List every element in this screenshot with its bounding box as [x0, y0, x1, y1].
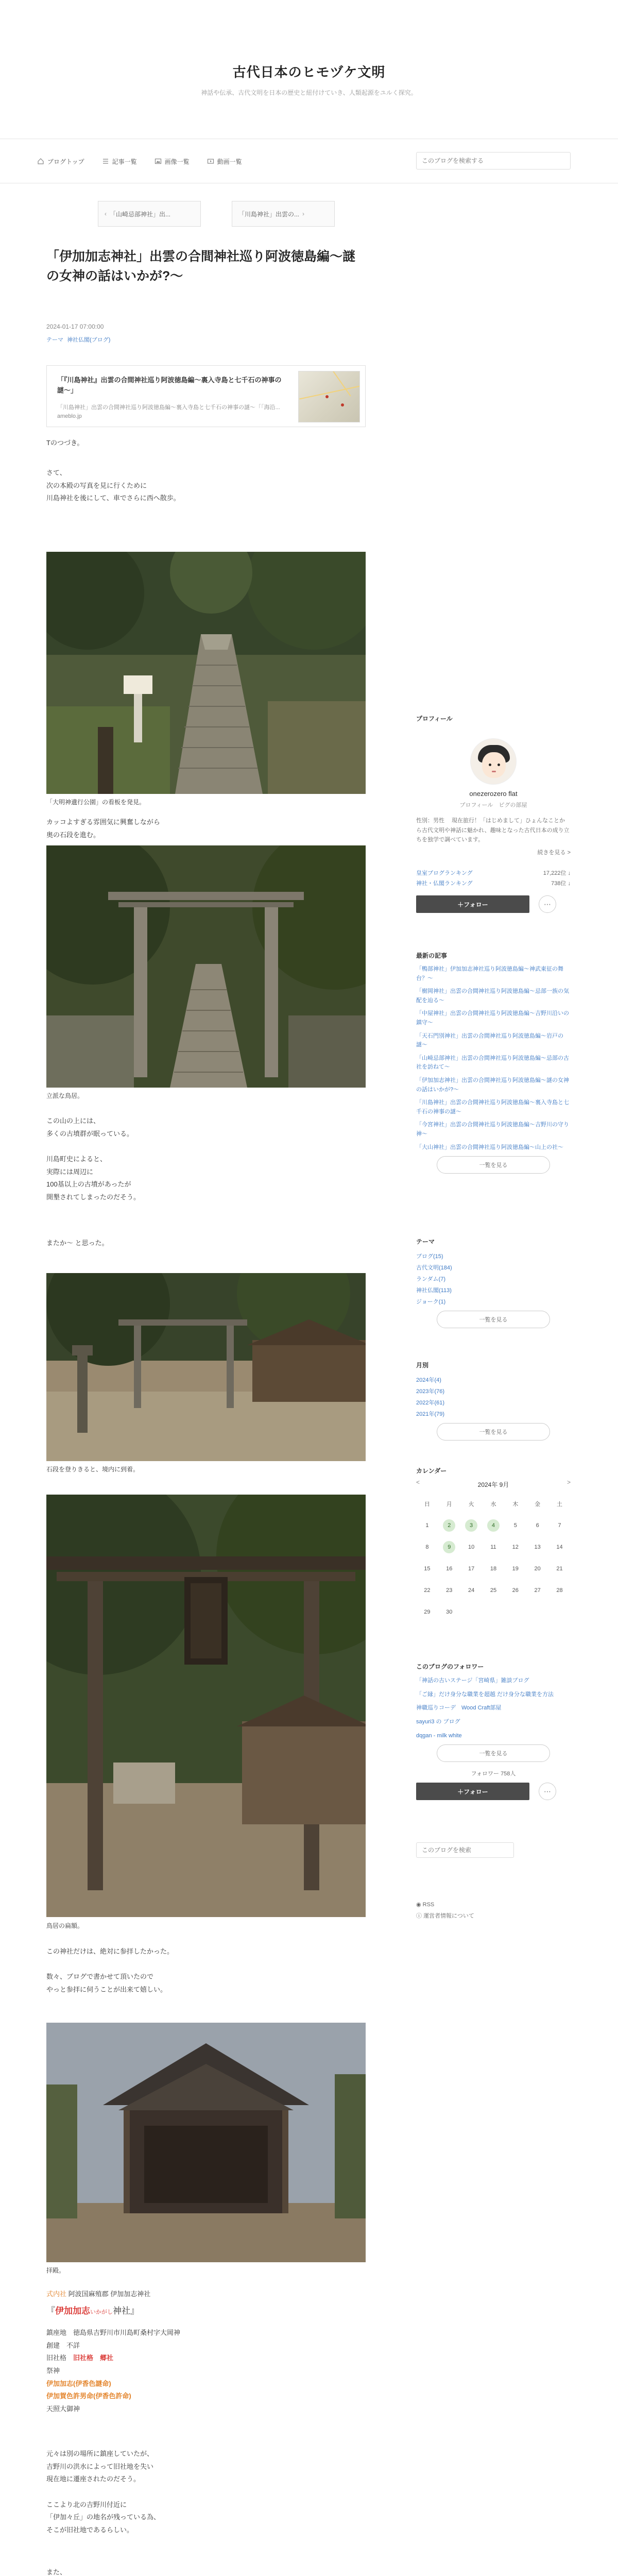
text-block	[46, 1237, 109, 1250]
theme-link[interactable]: 古代文明(184)	[416, 1265, 452, 1271]
follower-link[interactable]: sayuri3 の ブログ	[416, 1719, 460, 1725]
calendar-day	[548, 1580, 571, 1601]
recent-post-link[interactable]: 「川島神社」出雲の合間神社巡り阿波徳島編〜裏入寺島と七千石の神事の謎〜	[416, 1099, 569, 1115]
article-pager	[46, 183, 366, 227]
calendar-day-label	[509, 1605, 522, 1618]
calendar-day-label: 2	[443, 1519, 455, 1532]
avatar-eye	[497, 764, 500, 766]
follower-link[interactable]: dqgan - milk white	[416, 1732, 462, 1739]
archive-link[interactable]: 2021年(79)	[416, 1411, 445, 1417]
calendar-week	[416, 1601, 571, 1623]
photo-image	[46, 552, 366, 794]
calendar-day	[526, 1601, 548, 1623]
follow-row	[416, 895, 571, 913]
widget-heading: 月別	[416, 1362, 429, 1369]
follower-link[interactable]: 「神話の古いステージ「宮崎県」雑談ブログ	[416, 1677, 529, 1684]
paragraph: 開墾されてしまったのだそう。	[46, 1193, 141, 1201]
calendar-day	[526, 1580, 548, 1601]
report-label: 運営者情報について	[423, 1913, 474, 1919]
widget-heading: カレンダー	[416, 1467, 447, 1475]
calendar-day	[504, 1536, 526, 1558]
rss-link[interactable]	[416, 1899, 571, 1910]
calendar-day-label: 6	[536, 1522, 539, 1529]
calendar-day-label: 19	[512, 1566, 519, 1572]
embed-title[interactable]: 「『川島神社』出雲の合間神社巡り阿波徳島編〜裏入寺島と七千石の神事の謎〜」	[57, 376, 282, 394]
home-icon	[37, 158, 44, 165]
calendar-day	[504, 1558, 526, 1580]
calendar-day-label: 8	[425, 1544, 429, 1550]
calendar-day[interactable]	[460, 1515, 483, 1536]
photo-caption: 立派な鳥居。	[46, 1092, 84, 1099]
calendar-day-label: 24	[468, 1587, 475, 1594]
calendar-day-label: 11	[490, 1544, 496, 1550]
calendar-day-label: 29	[424, 1609, 431, 1615]
calendar-day	[483, 1558, 505, 1580]
deity-2: 伊加賀色許男命(伊香色許命)	[46, 2392, 131, 2400]
themes-widget	[416, 1237, 571, 1328]
theme-link[interactable]: ブログ(15)	[416, 1253, 443, 1260]
calendar-day-label: 10	[468, 1544, 475, 1550]
calendar-day[interactable]	[483, 1515, 505, 1536]
nav-article-list-label: 記事一覧	[112, 158, 137, 165]
calendar-day[interactable]	[438, 1536, 460, 1558]
paragraph: 多くの古墳群が眠っている。	[46, 1129, 134, 1138]
text-block	[46, 2566, 178, 2576]
recent-post-link[interactable]: 「天石門別神社」出雲の合間神社巡り阿波徳島編〜岩戸の謎〜	[416, 1032, 563, 1048]
photo-image	[46, 1495, 366, 1917]
calendar-day-label: 27	[534, 1587, 541, 1594]
global-nav	[0, 139, 618, 183]
calendar-day	[504, 1601, 526, 1623]
archive-link[interactable]: 2022年(61)	[416, 1400, 445, 1406]
widget-heading: テーマ	[416, 1238, 435, 1245]
text-block	[46, 467, 180, 505]
calendar-day	[526, 1558, 548, 1580]
blog-header	[0, 0, 618, 139]
text-block	[46, 437, 83, 450]
embed-map-thumbnail[interactable]	[298, 371, 360, 422]
paragraph: 祭神	[46, 2367, 60, 2375]
recent-more-button[interactable]: 一覧を見る	[437, 1156, 550, 1174]
calendar-day	[483, 1601, 505, 1623]
paragraph: 吉野川の洪水によって旧社地を失い	[46, 2462, 154, 2470]
calendar-weekday: 木	[512, 1501, 519, 1507]
calendar-table	[416, 1493, 571, 1623]
calendar-day-label: 25	[490, 1587, 497, 1594]
calendar-day-label: 23	[446, 1587, 453, 1594]
photo-stone-steps[interactable]	[46, 552, 366, 794]
paragraph	[46, 1140, 140, 1153]
photo-haiden[interactable]	[46, 2023, 366, 2262]
calendar-day-label: 5	[513, 1522, 517, 1529]
more-options-icon[interactable]: ⋯	[539, 1783, 556, 1800]
calendar-day-label	[531, 1605, 544, 1618]
text-block	[46, 1945, 174, 1996]
calendar-day-label: 20	[534, 1566, 541, 1572]
archive-more-button[interactable]: 一覧を見る	[437, 1423, 550, 1440]
map-pin-icon	[325, 395, 329, 398]
calendar-weekday: 金	[535, 1501, 541, 1507]
calendar-day	[548, 1601, 571, 1623]
calendar-widget	[416, 1466, 571, 1623]
embed-card[interactable]	[46, 365, 366, 427]
photo-caption: 石段を登りきると、境内に到着。	[46, 1466, 140, 1473]
calendar-day-label: 9	[443, 1541, 455, 1553]
ranking-row[interactable]	[416, 869, 571, 877]
calendar-day	[416, 1601, 438, 1623]
calendar-day	[438, 1558, 460, 1580]
calendar-day	[438, 1601, 460, 1623]
article-date: 2024-01-17 07:00:00	[46, 323, 104, 330]
profile-name[interactable]: onezerozero flat	[469, 790, 518, 798]
followers-widget	[416, 1662, 571, 1800]
paragraph: 創建 不詳	[46, 2341, 80, 2349]
paragraph: また、	[46, 2568, 67, 2576]
photo-caption: 「大明神遺行公園」の看板を発見。	[46, 799, 146, 806]
deity-1: 伊加加志(伊香色謎命)	[46, 2379, 111, 2387]
calendar-day-label: 1	[425, 1522, 429, 1529]
calendar-day-label: 28	[556, 1587, 563, 1594]
paragraph: 奥の石段を進む。	[46, 831, 100, 839]
paragraph: そこが旧社地であるらしい。	[46, 2526, 134, 2534]
paragraph: カッコよすぎる雰囲気に興奮しながら	[46, 818, 160, 826]
calendar-weekday: 水	[490, 1501, 496, 1507]
recent-post-link[interactable]: 「今宮神社」出雲の合間神社巡り阿波徳島編〜吉野川の守り神〜	[416, 1122, 569, 1137]
rss-label: RSS	[422, 1902, 435, 1908]
sidebar-search-input[interactable]	[416, 1842, 514, 1858]
recent-post-link[interactable]: 「鴨部神社」伊加加志神社巡り阿波徳島編〜神武東征の舞台？〜	[416, 966, 563, 981]
calendar-day-label: 13	[534, 1544, 541, 1550]
paragraph: ここより北の吉野川付近に	[46, 2500, 127, 2509]
theme-link[interactable]: ランダム(7)	[416, 1276, 446, 1282]
calendar-day	[483, 1536, 505, 1558]
archive-link[interactable]: 2023年(76)	[416, 1388, 445, 1395]
rss-icon: ◉	[416, 1902, 423, 1908]
paragraph: やっと参拝に伺うことが出来て嬉しい。	[46, 1986, 167, 1994]
calendar-day-label	[487, 1605, 500, 1618]
nav-video-list[interactable]	[201, 154, 248, 169]
profile-more-link[interactable]: 続きを見る >	[537, 850, 571, 856]
paragraph: 100基以上の古墳があったが	[46, 1180, 131, 1189]
next-article-label: 「川島神社」出雲の...	[238, 210, 300, 218]
calendar-prev-icon[interactable]: <	[416, 1479, 420, 1486]
calendar-day	[460, 1601, 483, 1623]
shrine-name-reading: いかがし	[90, 2309, 113, 2315]
paragraph: またか〜 と思った。	[46, 1239, 109, 1247]
ranking-value: 738位 ↓	[551, 880, 571, 887]
prev-article-label: 「山崎忌部神社」出...	[110, 210, 171, 218]
shrine-name-red: 伊加加志	[55, 2306, 90, 2316]
calendar-day-label: 18	[490, 1566, 497, 1572]
themes-more-button[interactable]: 一覧を見る	[437, 1311, 550, 1328]
calendar-day-label: 14	[556, 1544, 563, 1550]
report-link[interactable]	[416, 1910, 571, 1922]
ranking-row[interactable]	[416, 879, 571, 887]
theme-link[interactable]: 神社仏閣(113)	[416, 1287, 452, 1294]
paragraph: 現在地に遷座されたのだそう。	[46, 2475, 141, 2483]
image-icon	[154, 158, 162, 165]
calendar-day	[416, 1580, 438, 1601]
follow-button[interactable]: ＋フォロー	[416, 895, 529, 913]
category-link[interactable]: 神社仏閣(ブログ)	[67, 337, 111, 343]
prev-article-link[interactable]	[98, 201, 201, 227]
calendar-day	[548, 1515, 571, 1536]
shrine-info-block: 式内社 阿波国麻殖郡 伊加加志神社 『伊加加志いかがし神社』 鎮座地 徳島県吉野川市川島町桑村字大岡神 創建 不詳 旧社格 旧社格 郷社 祭神 伊加加志(伊香色謎命) 伊加賀色許男命(伊香色許命) 天照大御神	[46, 2288, 366, 2416]
nav-blog-top-label: ブログトップ	[47, 158, 84, 165]
text-block	[46, 2448, 160, 2537]
bracket: 『	[46, 2306, 55, 2316]
recent-posts-widget	[416, 951, 571, 1174]
shrine-name	[46, 2303, 366, 2319]
nav-image-list[interactable]	[148, 154, 196, 169]
calendar-weekday: 土	[557, 1501, 563, 1507]
calendar-day	[548, 1558, 571, 1580]
main-column	[46, 183, 366, 2576]
video-icon	[207, 158, 214, 165]
calendar-day-label: 22	[424, 1587, 431, 1594]
recent-post-link[interactable]: 「樹岡神社」出雲の合間神社巡り阿波徳島編〜忌部一族の気配を辿る〜	[416, 988, 569, 1004]
site-description: 神話や伝承、古代文明を日本の歴史と紐付けていき、人類起源をユルく探究。	[201, 89, 417, 96]
recent-post-link[interactable]: 「伊加加志神社」出雲の合間神社巡り阿波徳島編〜謎の女神の話はいかが?〜	[416, 1077, 569, 1093]
ranking-block	[416, 869, 571, 887]
calendar-day	[460, 1558, 483, 1580]
widget-heading: 最新の記事	[416, 952, 448, 959]
paragraph-red: 旧社格 郷社	[73, 2354, 114, 2362]
paragraph: 「伊加々丘」の地名が残っている為、	[46, 2513, 161, 2521]
paragraph: 川島神社を後にして、車でさらに西へ散歩。	[46, 494, 180, 502]
more-options-icon[interactable]: ⋯	[539, 895, 556, 913]
follower-count: フォロワー 758人	[471, 1771, 516, 1777]
photo-torii-plaque[interactable]	[46, 1495, 366, 1917]
calendar-day	[504, 1515, 526, 1536]
paragraph	[46, 1958, 174, 1971]
calendar-day-label: 26	[512, 1587, 519, 1594]
shrine-type: 阿波国麻殖郡 伊加加志神社	[68, 2290, 151, 2298]
info-icon: ⓘ	[416, 1913, 424, 1919]
calendar-body	[416, 1515, 571, 1623]
blog-search-widget	[416, 1842, 571, 1858]
paragraph: 実際には周辺に	[46, 1167, 94, 1176]
nav-image-list-label: 画像一覧	[164, 158, 190, 165]
theme-link[interactable]: ジョーク(1)	[416, 1299, 446, 1305]
profile-widget	[416, 714, 571, 913]
list-icon	[102, 158, 109, 165]
follower-link[interactable]: 「ご縁」だけ身分な職業を超越 だけ身分な職業を方法	[416, 1691, 554, 1698]
calendar-next-icon[interactable]: >	[566, 1479, 571, 1486]
article-categories	[46, 335, 366, 344]
site-title[interactable]: 古代日本のヒモヅケ文明	[232, 64, 386, 80]
calendar-day-label: 21	[556, 1566, 563, 1572]
avatar-face	[482, 752, 506, 778]
paragraph: 元々は別の場所に鎮座していたが、	[46, 2450, 154, 2458]
followers-more-button[interactable]: 一覧を見る	[437, 1744, 550, 1762]
ranking-value: 17,222位 ↓	[543, 870, 571, 877]
calendar-day	[483, 1580, 505, 1601]
calendar-week	[416, 1515, 571, 1536]
calendar-day	[416, 1558, 438, 1580]
calendar-day	[438, 1580, 460, 1601]
photo-shrine-grounds[interactable]	[46, 1273, 366, 1461]
embed-site: ameblo.jp	[57, 413, 82, 419]
rss-widget	[416, 1899, 571, 1922]
calendar-weekday: 火	[468, 1501, 474, 1507]
follower-link[interactable]: 神職巡りコーデ Wood Craft部屋	[416, 1705, 502, 1711]
calendar-day	[504, 1580, 526, 1601]
profile-description: 性別：男性 現在旅行！「はじめまして」ひょんなことから古代文明や神話に魅かれ、趣味となった古代日本の成り立ちを独学で調べています。	[416, 818, 570, 843]
paragraph: さて、	[46, 469, 66, 477]
avatar-eye	[489, 764, 491, 766]
profile-links[interactable]: プロフィール ピグの部屋	[459, 802, 527, 808]
paragraph	[46, 2486, 160, 2499]
photo-image	[46, 1273, 366, 1461]
paragraph: 次の本殿の写真を見に行くために	[46, 481, 147, 489]
recent-post-link[interactable]: 「大山神社」出雲の合間神社巡り阿波徳島編〜山上の社〜	[416, 1144, 563, 1150]
calendar-day	[460, 1536, 483, 1558]
calendar-day	[548, 1536, 571, 1558]
calendar-day-label: 12	[512, 1544, 519, 1550]
follow-row	[416, 1783, 571, 1800]
calendar-day[interactable]	[438, 1515, 460, 1536]
paragraph: 数々、ブログで書かせて頂いたので	[46, 1973, 154, 1981]
photo-caption: 鳥居の扁額。	[46, 1922, 84, 1929]
embed-summary: 「川島神社」出雲の合間神社巡り阿波徳島編〜裏入寺島と七千石の神事の謎〜「「海沿...	[57, 404, 280, 411]
nav-video-list-label: 動画一覧	[217, 158, 242, 165]
paragraph: この山の上には、	[46, 1117, 100, 1125]
text-block	[46, 1115, 140, 1204]
calendar-day-label: 3	[465, 1519, 477, 1532]
content-wrap	[0, 183, 618, 2576]
text-block	[46, 816, 160, 841]
calendar-day	[416, 1536, 438, 1558]
calendar-day-label	[465, 1605, 477, 1618]
calendar-weekday: 月	[446, 1501, 452, 1507]
chevron-left-icon: ‹	[105, 210, 107, 217]
calendar-day	[526, 1536, 548, 1558]
nav-blog-top[interactable]	[31, 154, 91, 169]
bracket: 神社』	[113, 2306, 139, 2316]
calendar-weekdays	[416, 1493, 571, 1515]
header-search-input[interactable]	[416, 152, 571, 170]
category-theme-label: テーマ	[46, 337, 63, 343]
ranking-label: 皇室ブログランキング	[416, 870, 473, 877]
recent-post-link[interactable]: 「山崎忌部神社」出雲の合間神社巡り阿波徳島編〜忌部の古社を訪ねて〜	[416, 1055, 569, 1071]
archive-link[interactable]: 2024年(4)	[416, 1377, 441, 1383]
calendar-day	[416, 1515, 438, 1536]
recent-post-link[interactable]: 「中屋神社」出雲の合間神社巡り阿波徳島編〜吉野川沿いの鎮守〜	[416, 1010, 569, 1026]
follow-button[interactable]: ＋フォロー	[416, 1783, 529, 1800]
calendar-day-label: 30	[446, 1609, 453, 1615]
calendar-week	[416, 1558, 571, 1580]
calendar-day-label	[554, 1605, 566, 1618]
calendar-day-label: 7	[558, 1522, 561, 1529]
ranking-label: 神社・仏閣ランキング	[416, 880, 473, 887]
paragraph: Tのつづき。	[46, 439, 84, 447]
avatar[interactable]	[470, 738, 517, 785]
calendar-weekday: 日	[424, 1501, 430, 1507]
calendar-day-label: 16	[446, 1566, 453, 1572]
calendar-day-label: 15	[424, 1566, 431, 1572]
calendar-day-label: 4	[487, 1519, 500, 1532]
nav-article-list[interactable]	[96, 154, 143, 169]
photo-caption: 拝殿。	[46, 2267, 65, 2274]
photo-image	[46, 2023, 366, 2262]
calendar-day	[526, 1515, 548, 1536]
calendar-day	[460, 1580, 483, 1601]
calendar-week	[416, 1580, 571, 1601]
map-pin-icon	[341, 403, 344, 406]
photo-torii-gate[interactable]	[46, 845, 366, 1088]
calendar-week	[416, 1536, 571, 1558]
widget-heading: プロフィール	[416, 715, 453, 722]
paragraph: 鎮座地 徳島県吉野川市川島町桑村字大岡神	[46, 2328, 181, 2336]
chevron-right-icon: ›	[302, 210, 305, 217]
next-article-link[interactable]	[232, 201, 335, 227]
archive-widget	[416, 1361, 571, 1440]
photo-image	[46, 845, 366, 1088]
paragraph: この神社だけは、絶対に参拝したかった。	[46, 1947, 174, 1955]
calendar-month: 2024年 9月	[477, 1481, 509, 1488]
paragraph: 川島町史によると、	[46, 1155, 107, 1163]
deity-3: 天照大御神	[46, 2405, 80, 2413]
calendar-day-label: 17	[468, 1566, 475, 1572]
article-title[interactable]: 「伊加加志神社」出雲の合間神社巡り阿波徳島編〜謎の女神の話はいかが?〜	[46, 249, 356, 283]
widget-heading: このブログのフォロワー	[416, 1663, 484, 1670]
shiki-label: 式内社	[46, 2290, 67, 2298]
map-road	[299, 386, 360, 400]
avatar-mouth	[492, 771, 496, 772]
